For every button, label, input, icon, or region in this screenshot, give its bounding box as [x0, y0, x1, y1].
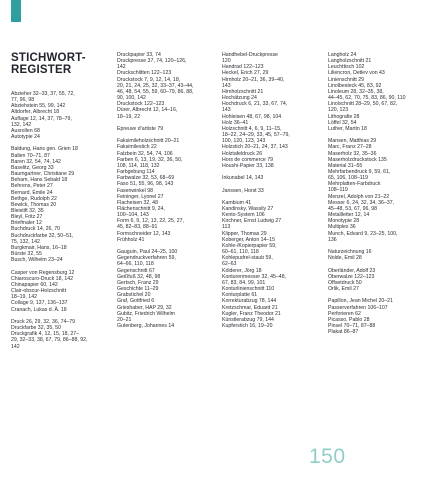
index-entry: Baren 32, 54, 74, 142 [11, 158, 61, 165]
index-entry: Gegenschnitt 67 [117, 267, 155, 274]
index-entry: 18–19, 22 [117, 113, 141, 120]
index-entry: Kugler, Franz Theodor 21 [222, 310, 281, 317]
index-entry: Clair-obscur-Holzschnitt [11, 288, 67, 295]
index-column-2 [117, 52, 212, 329]
index-entry: Kohle-/Kopierpapier 59, [222, 242, 277, 249]
index-entry: Janssen, Horst 33 [222, 187, 264, 194]
index-column-3 [222, 52, 320, 329]
index-entry: Hochdruck 6, 21, 33, 67, 74, [222, 101, 288, 108]
index-entry: 20–21 [117, 316, 132, 323]
top-accent-bar [11, 0, 21, 22]
index-entry: Kölderer, Jörg 18 [222, 267, 262, 274]
index-entry: Hirnholzschnitt 21 [222, 88, 264, 95]
index-entry: Gutenberg, Johannes 14 [117, 322, 175, 329]
index-entry: Houshi-Papier 33, 138 [222, 162, 274, 169]
index-heading-line-1: STICHWORT- [11, 52, 86, 64]
index-entry: Chinapapier 60, 142 [11, 281, 58, 288]
index-entry: Autotypie 24 [11, 134, 40, 141]
index-entry: Druckstock 122–123 [117, 101, 165, 108]
index-heading-line-2: REGISTER [11, 64, 72, 76]
index-entry: Nolde, Emil 28 [328, 255, 362, 262]
index-entry: Bleistift 32, 35 [11, 208, 44, 214]
index-entry: Druckschlitten 122–123 [117, 70, 172, 77]
index-entry: Mansen, Matthias 29 [328, 138, 377, 145]
index-entry: Busch, Wilhelm 23–24 [11, 257, 63, 264]
index-entry: Holztafeldruck 26 [222, 150, 263, 157]
index-entry: Passerverfahren 106–107 [328, 304, 388, 311]
index-entry: Linolbesteck 45, 83, 92 [328, 82, 382, 89]
index-entry: Frühholz 41 [117, 236, 145, 243]
index-entry: Munch, Edvard 9, 23–25, 100, [328, 230, 398, 237]
index-entry: Ballen 70–71, 87 [11, 152, 50, 159]
index-entry: Koberger, Anton 14–15 [222, 236, 276, 243]
index-entry: Hirnholz 20–21, 36, 39–40, [222, 76, 285, 83]
index-entry: Cranach, Lukas d. Ä. 18 [11, 306, 67, 313]
index-entry: Kupferstich 16, 19–20 [222, 322, 273, 329]
index-entry: Form 6, 9, 12, 13, 22, 25, 27, [117, 218, 184, 225]
index-entry: Naturzeichnung 16 [328, 249, 372, 256]
index-entry: Monotypie 28 [328, 218, 360, 225]
index-entry: Langholz 24 [328, 52, 357, 58]
index-entry: Holz 36–41 [222, 119, 249, 126]
index-entry: Korrekturabzug 78, 144 [222, 298, 277, 305]
index-entry: 132, 142 [11, 121, 32, 128]
index-entry: 142 [11, 343, 20, 350]
index-entry: 100, 120, 123, 143 [222, 138, 266, 145]
index-entry: Orlik, Emil 27 [328, 286, 359, 293]
index-entry: 67, 83, 84, 99, 101 [222, 279, 266, 286]
index-entry: Kirchner, Ernst Ludwig 27 [222, 218, 282, 225]
index-entry: 120, 123 [328, 107, 349, 114]
index-entry: Kohlepudrel-staub 59, [222, 255, 273, 262]
index-entry: Druckfarbe 32, 35, 50 [11, 325, 61, 332]
index-entry: Perforieren 62 [328, 310, 361, 317]
index-entry: 20, 21, 24, 25, 32, 33–37, 43–44, [117, 82, 194, 89]
index-entry: Auflage 12, 14, 37, 78–79, [11, 115, 72, 122]
index-entry: Material 31–55 [328, 162, 363, 169]
index-entry: 143 [222, 107, 231, 114]
index-entry: Multiplex 36 [328, 224, 356, 231]
index-entry: 45–48, 53, 67, 96, 98 [328, 205, 378, 212]
index-entry: 142 [117, 64, 126, 71]
index-entry: Liliencron, Detlev von 43 [328, 70, 385, 77]
index-entry: 90, 100, 142 [117, 95, 146, 102]
index-entry: Hochätzung 24 [222, 95, 257, 102]
index-entry: Handhebel-Druckpresse [222, 52, 278, 58]
index-entry: Hors de commerce 79 [222, 156, 274, 163]
index-entry: 136 [328, 236, 337, 243]
index-entry: 62–63 [222, 261, 237, 268]
index-entry: Flacheisen 32, 48 [117, 199, 158, 206]
index-entry: Abzieher 32–33, 37, 55, 72, [11, 91, 75, 97]
index-entry: Oberländer, Adolf 23 [328, 267, 376, 274]
index-entry: Grieshaber, HAP 29, 32 [117, 304, 172, 311]
index-entry: Formschneider 12, 143 [117, 230, 171, 237]
index-entry: Casper von Regensburg 12 [11, 269, 75, 276]
index-column-1 [11, 91, 107, 350]
index-entry: Feininger, Lyonel 27 [117, 193, 164, 200]
index-entry: Löffel 32, 54 [328, 119, 357, 126]
index-entry: Luther, Martin 18 [328, 125, 367, 132]
index-entry: Druckgrafik 4, 12, 15, 18, 27– [11, 331, 80, 338]
index-entry: Mehrfarbendruck 9, 59, 61, [328, 169, 391, 175]
index-entry: Falzbein 32, 54, 74, 106 [117, 150, 173, 157]
index-entry: Menzel, Adolph von 21–22 [328, 193, 390, 200]
page-number: 150 [309, 445, 346, 468]
index-entry: Gubitz, Friedrich Wilhelm [117, 310, 175, 317]
index-entry: 120 [222, 58, 231, 65]
index-entry: Druckpresse 37, 74, 120–126, [117, 58, 187, 65]
index-entry: Konturenmesser 32, 45–48, [222, 273, 287, 280]
index-entry: Inkunabel 14, 143 [222, 175, 264, 182]
index-entry: Collage 9, 137, 136–137 [11, 300, 68, 307]
index-column-4 [328, 52, 424, 335]
index-entry: Kretzschmar, Eduard 21 [222, 304, 278, 311]
index-entry: Konturplatte 61 [222, 292, 258, 299]
index-entry: 18–19, 142 [11, 294, 37, 301]
index-entry: Druck 26, 29, 32, 36, 74–79 [11, 318, 76, 325]
index-entry: Pinsel 70–71, 87–88 [328, 323, 376, 329]
index-entry: Bernard, Émile 24 [11, 189, 53, 196]
index-entry: 100–104, 143 [117, 212, 149, 219]
index-entry: Leuchttisch 102 [328, 64, 365, 71]
index-entry: Mehrplatten-Farbdruck [328, 181, 381, 188]
index-entry: Faksimilestich 22 [117, 144, 157, 151]
index-entry: Flächenschnitt 9, 24, [117, 205, 165, 212]
index-entry: 77, 96, 98 [11, 97, 35, 104]
index-entry: Geißfuß 32, 48, 98 [117, 273, 161, 280]
index-entry: Geschichte 11–29 [117, 286, 159, 293]
index-entry: 75, 132, 142 [11, 238, 40, 245]
index-entry: 29, 32–33, 38, 67, 79, 86–88, 92, [11, 337, 88, 344]
index-entry: Buchdruck 14, 26, 70 [11, 226, 61, 233]
index-entry: Kento-System 106 [222, 212, 265, 219]
index-entry: Kandinsky, Wassily 27 [222, 206, 274, 212]
index-entry: Farbgebung 114 [117, 169, 155, 176]
index-entry: 65, 106, 108–119 [328, 175, 368, 182]
index-entry: Kambium 41 [222, 199, 252, 206]
index-entry: Metallletter 12, 14 [328, 212, 370, 219]
index-entry: Langholzschnitt 21 [328, 58, 372, 65]
index-entry: Linienschnitt 29 [328, 76, 365, 83]
index-entry: Gauguin, Paul 24–25, 100 [117, 249, 178, 256]
index-entry: Messer 6, 24, 32, 34, 36–37, [328, 199, 395, 206]
index-entry: Burgkmair, Hans, 16–18 [11, 244, 67, 251]
index-entry: Klipper, Thomas 29 [222, 230, 267, 237]
index-entry: Konturlinienschnitt 110 [222, 286, 275, 293]
index-entry: Baselitz, Georg 33 [11, 164, 54, 171]
index-entry: Holzschnitt 4, 6, 9, 11–15, [222, 125, 282, 132]
index-entry: Chiaroscuro-Druck 18, 142 [11, 275, 73, 282]
index-entry: Offsetdruck 50 [328, 279, 362, 286]
index-entry: Gertsch, Franz 29 [117, 279, 159, 286]
index-entry: Ausrollen 68 [11, 127, 40, 134]
index-entry: 44–45, 62, 70, 75, 83, 86, 90, 110 [328, 95, 406, 102]
index-entry: Graf, Gottfried 6 [117, 298, 155, 305]
index-entry: Marc, Franz 27–28 [328, 144, 372, 151]
index-entry: Künstlerabzug 79, 144 [222, 316, 274, 323]
index-entry: 64–66, 110, 118 [117, 261, 154, 268]
index-entry: Behrens, Peter 27 [11, 183, 53, 190]
index-entry: Maserholz 32, 35–36 [328, 150, 377, 157]
index-entry: Farben 6, 13, 19, 32, 36, 50, [117, 156, 183, 163]
index-entry: 46, 48, 54, 55, 59, 60–79, 86, 88, [117, 88, 194, 95]
index-entry: Dürer, Albrecht 12, 14–16, [117, 107, 178, 114]
index-entry: Beham, Hans Sebald 18 [11, 177, 68, 184]
index-entry: 60–61, 110, 118 [222, 249, 259, 256]
index-entry: Abziehstein 55, 99, 142 [11, 103, 66, 110]
index-entry: Linolschnitt 28–29, 50, 67, 82, [328, 101, 398, 108]
index-entry: Farbwalze 32, 53, 68–69 [117, 175, 175, 182]
index-entry: Hohleisen 48, 67, 98, 104 [222, 113, 282, 120]
index-entry: Handrad 122–123 [222, 64, 264, 71]
index-entry: Bürste 32, 55 [11, 251, 42, 258]
index-entry: Bewick, Thomas 20 [11, 201, 57, 208]
index-entry: Faksimileholzschnitt 20–21 [117, 138, 180, 145]
index-entry: Picasso, Pablo 28 [328, 316, 370, 323]
index-entry: Linoleum 28, 32–35, 38, [328, 88, 384, 95]
index-entry: Grabstichel 20 [117, 292, 151, 299]
index-entry: Baldung, Hans gen. Grien 18 [11, 146, 78, 153]
index-entry: Faso 51, 55, 96, 98, 143 [117, 181, 174, 188]
index-entry: Baumgartner, Christiane 29 [11, 171, 75, 178]
index-entry: Plakat 86–87 [328, 329, 359, 336]
index-entry: Altdorfer, Albrecht 18 [11, 109, 60, 116]
index-entry: Lithografie 28 [328, 113, 360, 120]
index-entry: Oberwalze 122–123 [328, 273, 375, 280]
index-entry: Fasenwinkel 98 [117, 187, 154, 194]
index-entry: Buchdruckfarbe 32, 50–51, [11, 232, 74, 239]
index-entry: Maserholzdruckstock 135 [328, 156, 387, 163]
index-entry: Epreuve d’artiste 79 [117, 125, 164, 132]
index-entry: 108, 114, 118, 132 [117, 162, 160, 169]
index-entry: Druckstock 7, 9, 12, 14, 18, [117, 76, 181, 83]
index-entry: Bethge, Rudolph 22 [11, 195, 57, 202]
index-entry: 143 [222, 82, 231, 89]
index-entry: 18–22, 24–29, 33, 45, 57–79, [222, 132, 290, 139]
index-heading [11, 52, 99, 76]
index-entry: 108–119 [328, 187, 348, 194]
index-entry: Briefmaler 12 [11, 220, 42, 227]
index-entry: Druckpapier 33, 74 [117, 52, 161, 58]
index-entry: 45, 82–83, 88–91 [117, 224, 158, 231]
index-entry: Holzstich 20–21, 24, 37, 143 [222, 144, 288, 151]
index-entry: Gegendruckverfahren 59, [117, 255, 176, 262]
index-entry: Papillon, Jean Michel 20–21 [328, 298, 393, 305]
index-entry: Bleyl, Fritz 27 [11, 214, 43, 221]
index-entry: 113 [222, 224, 231, 231]
index-entry: Heckel, Erich 27, 29 [222, 70, 269, 77]
